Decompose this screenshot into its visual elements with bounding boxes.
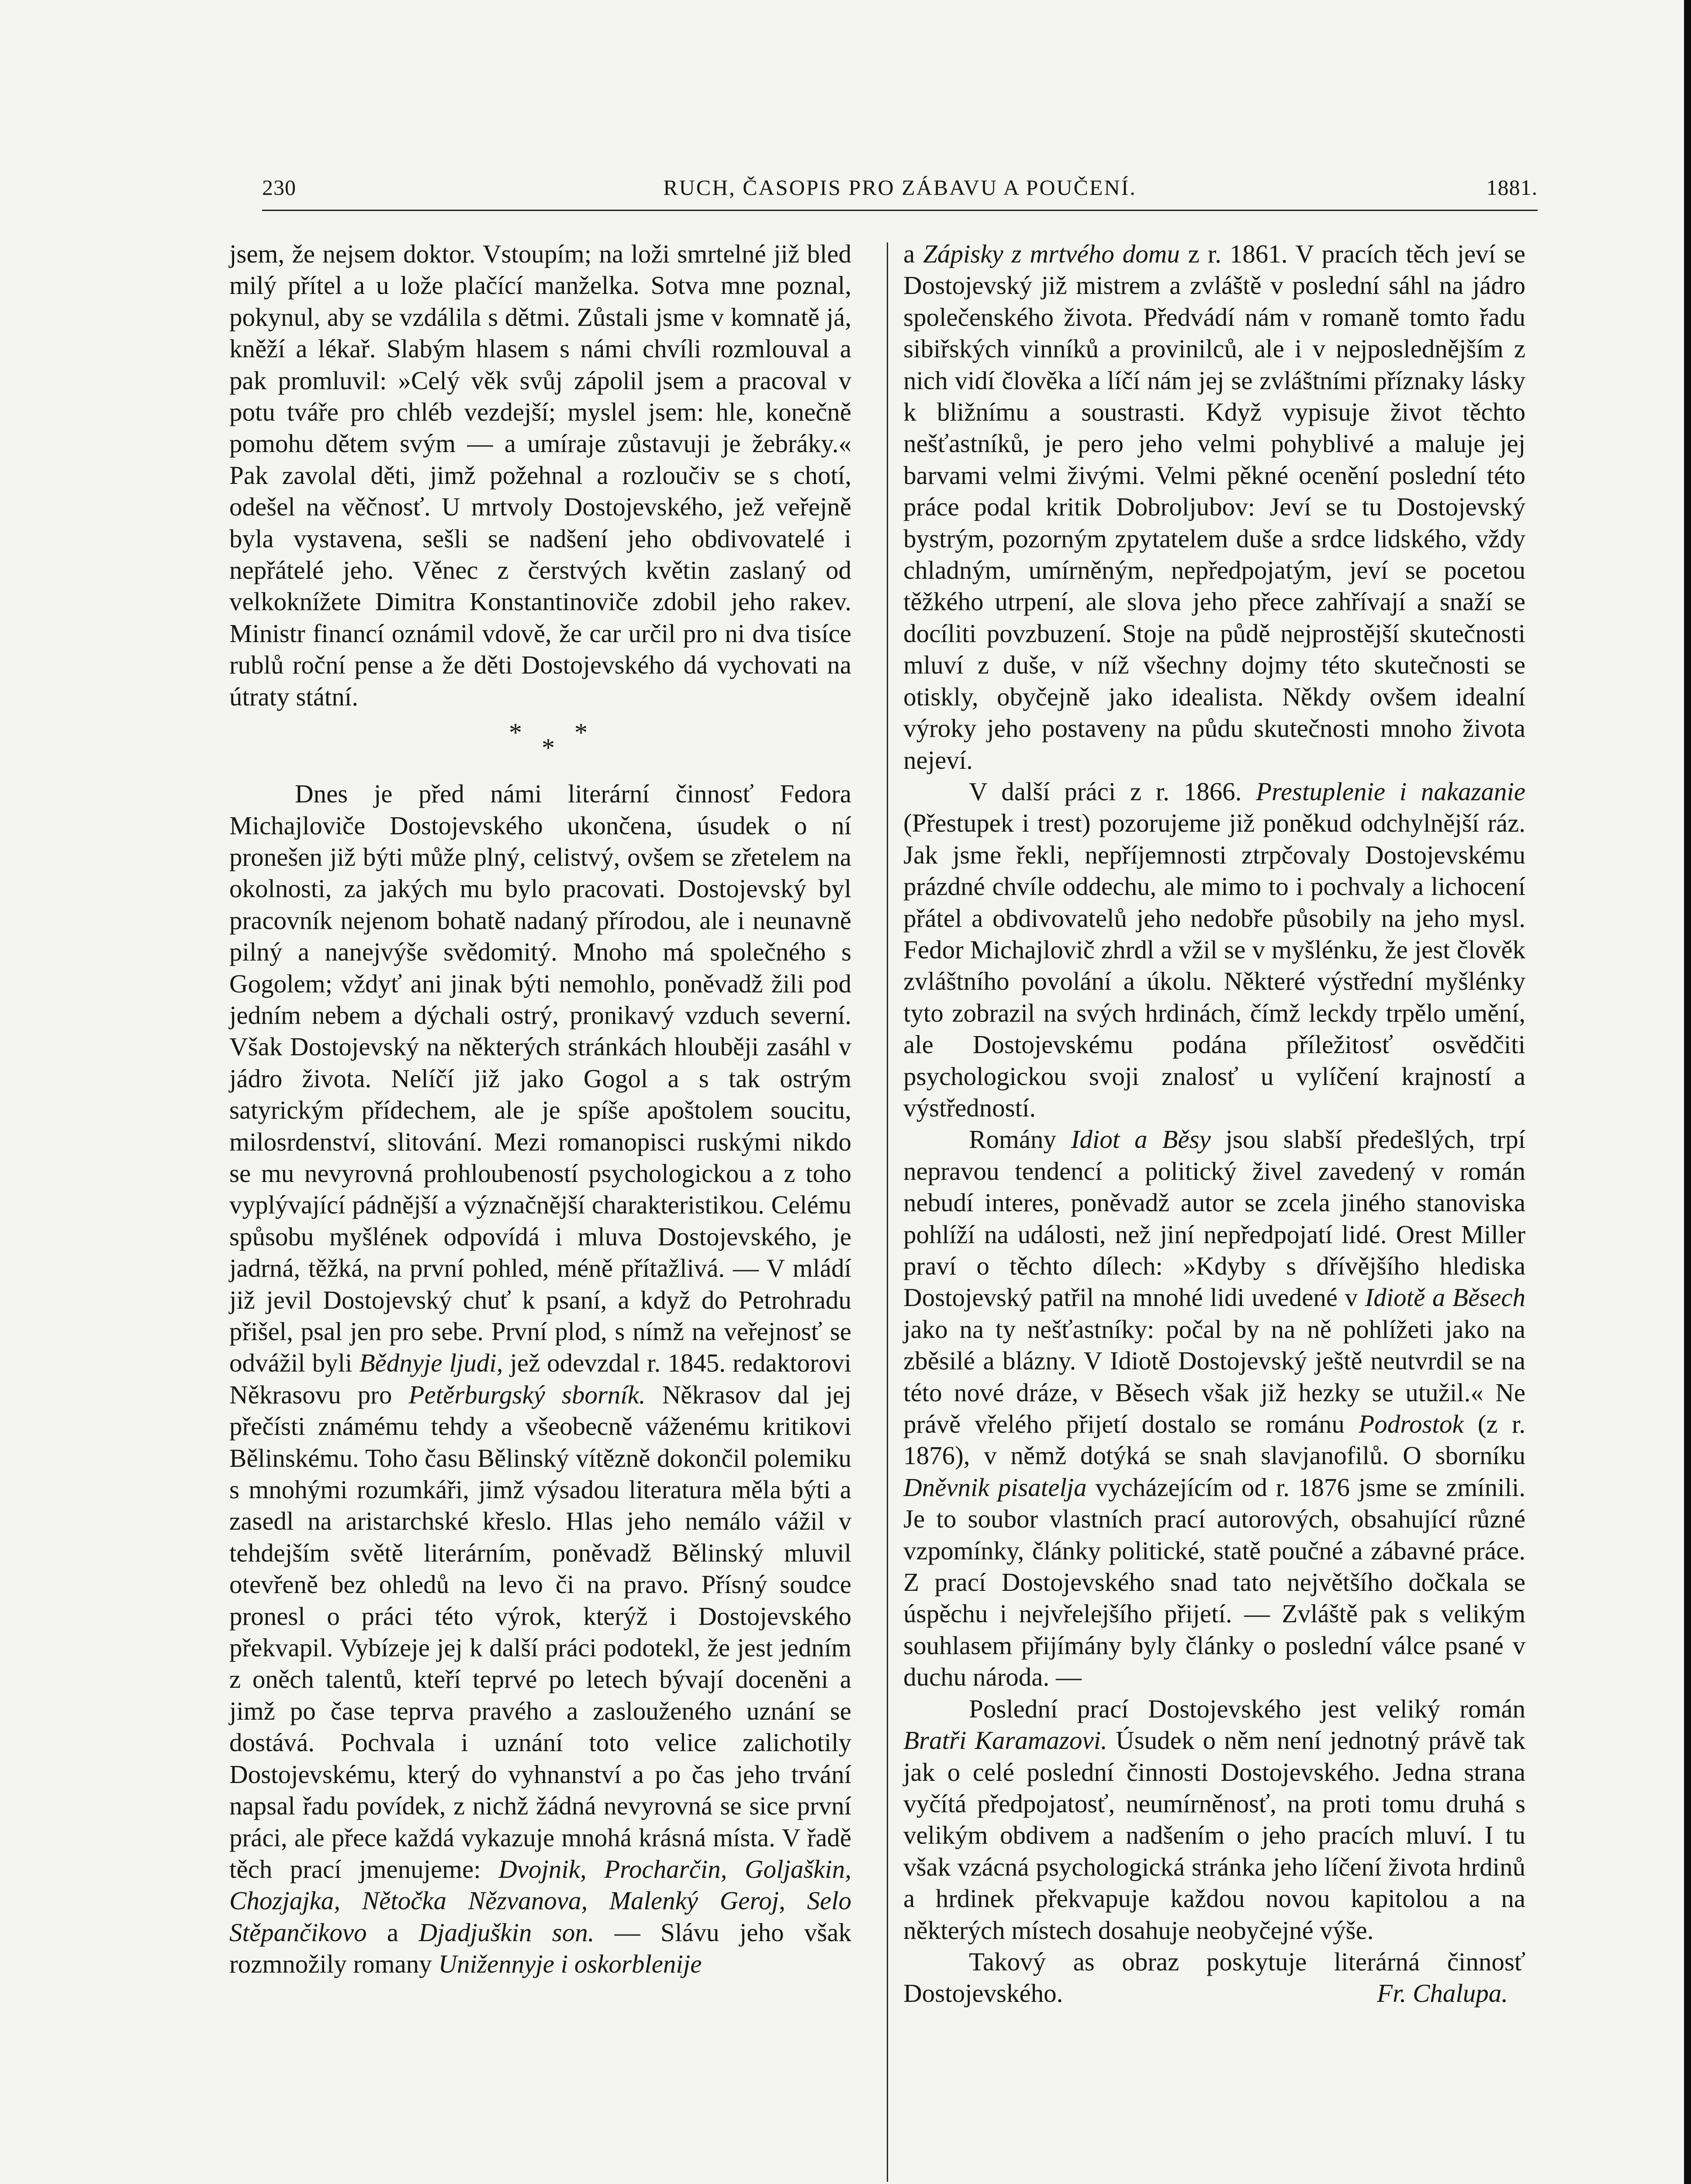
work-title: Idiotě a Běsech <box>1365 1283 1525 1312</box>
work-title: Dvojnik, Procharčin, Goljaškin, Chozjajka, Nětočka Nězvanova, Malenký Geroj, Selo Stěpančikovo <box>229 1854 851 1947</box>
paragraph: jsem, že nejsem doktor. Vstoupím; na loži smrtelné již bled milý přítel a u lože plačící manželka. Sotva mne poznal, pokynul, aby se vzdálila s dětmi. Zůstali jsme v komnatě já, kněží a lékař. Slabým hlasem s námi chvíli rozmlouval a pak promluvil: »Celý věk svůj zápolil jsem a pracoval v potu tváře pro chléb vezdejší; myslel jsem: hle, konečně pomohu dětem svým — a umíraje zůstavuji je žebráky.« Pak zavolal děti, jimž požehnal a rozloučiv se s chotí, odešel na věčnosť. U mrtvoly Dostojevského, jež veřejně byla vystavena, sešli se nadšení jeho obdivovatelé i nepřátelé jeho. Věnec z čerstvých květin zaslaný od velkoknížete Dimitra Konstantinoviče zdobil jeho rakev. Ministr financí oznámil vdově, že car určil pro ni dva tisíce rublů roční pense a že děti Dostojevského dá vychovati na útraty státní. <box>229 239 851 711</box>
work-title: Idiot a Běsy <box>1071 1125 1211 1154</box>
author-signature: Fr. Chalupa. <box>1377 1979 1508 2008</box>
right-column <box>903 238 1525 2009</box>
work-title: Prestuplenie i nakazanie <box>1256 777 1525 806</box>
running-header <box>262 166 1538 205</box>
work-title: Bědnyje ljudi, <box>359 1348 503 1378</box>
work-title: Zápisky z mrtvého domu <box>923 239 1180 268</box>
paragraph: Poslední prací Dostojevského jest veliký román Bratři Karamazovi. Úsudek o něm není jednotný právě tak jak o celé poslední činnosti Dostojevského. Jedna strana vyčítá předpojatosť, neumírněnosť, na proti tomu druhá s velikým obdivem a nadšením o jeho pracích mluví. I tu však vzácná psychologická stránka jeho líčení života hrdinů a hrdinek překvapuje každou novou kapitolou a na některých místech dosahuje neobyčejné výše. <box>903 1694 1525 1945</box>
journal-title: RUCH, ČASOPIS PRO ZÁBAVU A POUČENÍ. <box>663 175 1137 200</box>
left-column <box>229 238 851 1980</box>
work-title: Petěrburgský sborník. <box>408 1380 646 1409</box>
paragraph: Romány Idiot a Běsy jsou slabší předešlých, trpí nepravou tendencí a politický živel zavedený v román nebudí interes, poněvadž autor se zcela jiného stanoviska pohlíží na události, než jiní nepředpojatí lidé. Orest Miller praví o těchto dílech: »Kdyby s dřívějšího hlediska Dostojevský patřil na mnohé lidi uvedené v Idiotě a Běsech jako na ty nešťastníky: počal by na ně pohlížeti jako na zběsilé a blázny. V Idiotě Dostojevský ještě neutvrdil se na této nové dráze, v Běsech však již hezky se utužil.« Ne právě vřelého přijetí dostalo se románu Podrostok (z r. 1876), v němž dotýká se snah slavjanofilů. O sborníku Dněvnik pisatelja vycházejícím od r. 1876 jsme se zmínili. Je to soubor vlastních prací autorových, obsahující různé vzpomínky, články politické, statě poučné a zábavné práce. Z prací Dostojevského snad tato největšího dočkala se úspěchu i nejvřelejšího přijetí. — Zvláště pak s velikým souhlasem přijímány byly články o poslední válce psané v duchu národa. — <box>903 1125 1526 1692</box>
column-rule <box>887 242 888 2182</box>
paragraph: V další práci z r. 1866. Prestuplenie i nakazanie (Přestupek i trest) pozorujeme již poněkud odchylnější ráz. Jak jsme řekli, nepříjemnosti ztrpčovaly Dostojevskému prázdné chvíle oddechu, ale mimo to i pochvaly a lichocení přátel a obdivovatelů jeho nedobře působily na jeho mysl. Fedor Michajlovič zhrdl a vžil se v myšlénku, že jest člověk zvláštního povolání a úkolu. Některé výstřední myšlénky tyto zobrazil na svých hrdinách, čímž leckdy trpělo umění, ale Dostojevskému podána příležitosť osvědčiti psychologickou svoji znalosť u vylíčení krajností a výstředností. <box>903 777 1525 1122</box>
closing-paragraph: Takový as obraz poskytuje literárná činnosť Dostojevského. Fr. Chalupa. <box>903 1946 1525 2009</box>
work-title: Unižennyje i oskorblenije <box>438 1949 702 1979</box>
paragraph: Dnes je před námi literární činnosť Fedora Michajloviče Dostojevského ukončena, úsudek o ní pronešen již býti může plný, celistvý, ovšem se zřetelem na okolnosti, za jakých mu bylo pracovati. Dostojevský byl pracovník nejenom bohatě nadaný přírodou, ale i neunavně pilný a nanejvýše svědomitý. Mnoho má společného s Gogolem; vždyť ani jinak býti nemohlo, poněvadž žili pod jedním nebem a dýchali ostrý, pronikavý vzduch severní. Však Dostojevský na některých stránkách hlouběji zasáhl v jádro života. Nelíčí již jako Gogol a s tak ostrým satyrickým přídechem, ale je spíše apoštolem soucitu, milosrdenství, slitování. Mezi romanopisci ruskými nikdo se mu nevyrovná prohloubeností psychologickou a z toho vyplývající pádnější a význačnější charakteristikou. Celému spůsobu myšlének odpovídá i mluva Dostojevského, je jadrná, těžká, na první pohled, méně přítažlivá. — V mládí již jevil Dostojevský chuť k psaní, a když do Petrohradu přišel, psal jen pro sebe. První plod, s nímž na veřejnosť se odvážil byli Bědnyje ljudi, jež odevzdal r. 1845. redaktorovi Někrasovu pro Petěrburgský sborník. Někrasov dal jej přečísti známému tehdy a všeobecně váženému kritikovi Bělinskému. Toho času Bělinský vítězně dokončil polemiku s mnohými rozumkáři, jimž výsadou literatura měla býti a zasedl na aristarchské křeslo. Hlas jeho nemálo vážil v tehdejším světě literárním, poněvadž Bělinský mluvil otevřeně bez ohledů na levo či na pravo. Přísný soudce pronesl o práci této výrok, kterýž i Dostojevského překvapil. Vybízeje jej k další práci podotekl, že jest jedním z oněch talentů, kteří teprvé po letech bývají doceněni a jimž po čase teprva pravého a zaslouženého uznání se dostává. Pochvala i uznání toto velice zalichotily Dostojevskému, který do vyhnanství a po čas jeho trvání napsal řadu povídek, z nichž žádná nevyrovná se sice první práci, ale přece každá vykazuje mnohá krásná místa. V řadě těch prací jmenujeme: Dvojnik, Procharčin, Goljaškin, Chozjajka, Nětočka Nězvanova, Malenký Geroj, Selo Stěpančikovo a Djadjuškin son. — Slávu jeho však rozmnožily romany Unižennyje i oskorblenije <box>229 779 851 1979</box>
year: 1881. <box>1486 175 1538 200</box>
section-break: * * * <box>509 718 588 763</box>
scan-edge <box>1684 0 1691 2184</box>
header-rule <box>262 210 1538 211</box>
work-title: Podrostok <box>1359 1410 1464 1439</box>
work-title: Djadjuškin son. <box>418 1918 595 1947</box>
work-title: Bratři Karamazovi. <box>903 1726 1107 1755</box>
paragraph: a Zápisky z mrtvého domu z r. 1861. V pracích těch jeví se Dostojevský již mistrem a zvláště v poslední sáhl na jádro společenského života. Předvádí nám v romaně tomto řadu sibiřských vinníků a provinilců, ale i v nejposlednějším z nich vidí člověka a líčí nám jej se zvláštními příznaky lásky k bližnímu a soustrasti. Když vypisuje život těchto nešťastníků, je pero jeho velmi pohyblivé a maluje jej barvami velmi živými. Velmi pěkné ocenění poslední této práce podal kritik Dobroljubov: Jeví se tu Dostojevský bystrým, pozorným zpytatelem duše a srdce lidského, vždy chladným, umírněným, nepředpojatým, jeví se pocetou těžkého utrpení, ale slova jeho přece zahřívají a snaží se docíliti povzbuzení. Stoje na půdě nejprostější skutečnosti mluví z duše, v níž všechny dojmy této skutečnosti se otiskly, obyčejně jako idealista. Někdy ovšem idealní výroky jeho postaveny na půdu skutečnosti mnoho života nejeví. <box>903 239 1525 774</box>
work-title: Dněvnik pisatelja <box>903 1472 1087 1502</box>
page-number: 230 <box>262 175 296 200</box>
